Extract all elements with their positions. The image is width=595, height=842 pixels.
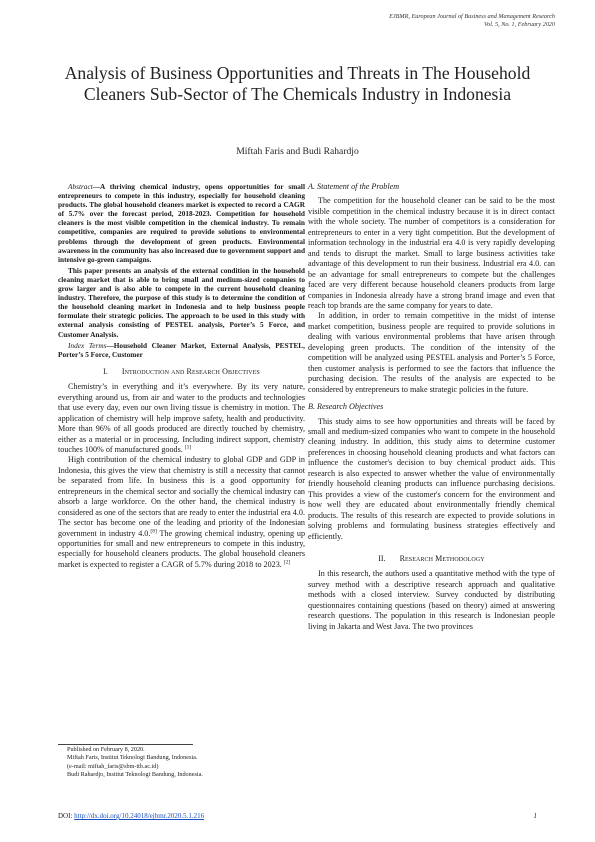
- journal-volume: Vol. 5, No. 1, February 2020: [484, 21, 555, 29]
- method-paragraph-1: In this research, the authors used a quantitative method with the type of survey method with a descriptive research approach and qualitative methods with a closed interview. Survey conducted by distributing questionnaires containing questions (based on theory) aimed at answering research questions. The population in this research is Indonesian people living in Jakarta and West Java. The two provinces: [308, 569, 555, 631]
- footnote-divider: [58, 744, 193, 745]
- problem-paragraph-1: The competition for the household cleaner can be said to be the most visible competition in the chemical industry because it is in direct contact with the whole society. The number of competitors is a consideration for entrepreneurs to enter in a very tight competition. But the development of information technology in the industrial era 4.0 is very rapidly developing and tends to disrupt the market. Small to large business activities take advantage of this development to run their business. Industrial era 4.0. can be an advantage for small entrepreneurs to compete but the challenges faced are very different because household cleaners products from large companies in Indonesia already have a strong brand image and even that reach top brands are the same company for years to date.: [308, 196, 555, 310]
- abstract-paragraph-1: [58, 182, 305, 264]
- problem-paragraph-2: In addition, in order to remain competitive in the midst of intense market competition, business people are required to provide solutions in dealing with various environmental problems that have arisen through developing green products. The condition of the intensity of the competition will be analyzed using PESTEL analysis and Porter’s 5 Force, then customer analysis is performed to see the factors that influence the purchasing decision. The results of the analysis are expected to be considered by entrepreneurs to make strategic policies in the future.: [308, 311, 555, 394]
- left-column: [58, 182, 305, 570]
- footnote-published: Published on February 8, 2020.: [67, 746, 145, 753]
- citation-ref: [2]: [283, 559, 291, 566]
- citation-ref: [1]: [184, 444, 192, 451]
- footnote-author-1: Miftah Faris, Institut Teknologi Bandung, Indonesia.: [67, 754, 198, 762]
- abstract-paragraph-2: This paper presents an analysis of the external condition in the household cleaning market that is able to bring small and medium-sized companies to grow larger and is also able to compete in the current household cleaning industry. Therefore, the purpose of this study is to determine the condition of the household cleaning market in Indonesia and to help business people formulate their strategic policies. The approach to be used in this study with external analysis consisting of PESTEL analysis, Porter’s 5 Force, and Customer Analysis.: [58, 265, 305, 339]
- abstract-lead: Abstract: [68, 182, 93, 191]
- index-terms-lead: Index Terms: [68, 340, 107, 350]
- section-number: II.: [378, 553, 386, 563]
- journal-name: EJBMR, European Journal of Business and Management Research: [389, 13, 555, 20]
- paper-title: Analysis of Business Opportunities and Threats in The Household Cleaners Sub-Sector of The Chemicals Industry in Indonesia: [64, 63, 531, 105]
- subsection-heading-objectives: B. Research Objectives: [308, 402, 384, 412]
- section-number: I.: [103, 366, 108, 376]
- abstract-text-1: —A thriving chemical industry, opens opportunities for small entrepreneurs to compete in this industry, especially for household cleaning products. The global household cleaners market is expected to record a CAGR of 5.7% over the forecast period, 2018-2023. Competition for household cleaners is the most visible competition in the chemical industry. To remain competitive, companies are required to provide solutions to environmental problems through the development of green products. Environmental awareness in the community has also increased due to government support and intensive go-green campaigns.: [58, 182, 305, 264]
- section-heading-method: [308, 554, 555, 564]
- subsection-heading-problem: A. Statement of the Problem: [308, 182, 400, 191]
- section-heading-intro: [58, 367, 305, 377]
- objectives-paragraph-1: This study aims to see how opportunities and threats will be faced by small and medium-sized companies who want to compete in the household cleaning industry. In addition, this study aims to determine customer preferences in choosing household cleaning products and what factors can influence the customer's decision to buy chemical product aids. This research is also expected to answer whether the value of environmentally friendly household cleaning products can influence purchasing decisions. This provides a view of the customer's concern for the environment and how well they are educated about environmentally friendly chemical products. The results of this research are expected to provide solutions in solving problems and formulating business strategies effectively and efficiently.: [308, 416, 555, 541]
- index-terms: [58, 341, 305, 359]
- intro-paragraph-2: High contribution of the chemical industry to global GDP and GDP in Indonesia, this gives the view that chemistry is still a necessity that cannot be separated from life. In business this is a good opportunity for entrepreneurs in the chemical sector and socially the chemical industry can absorb a large workforce. On the other hand, the chemical industry is considered as one of the sectors that are ready to enter the industrial era 4.0. The sector has become one of the leading and priority of the Indonesian government in industry 4.0.[8] The growing chemical industry, opening up opportunities for small and new entrepreneurs to compete in this industry, especially for household cleaners products. The global household cleaners market is expected to register a CAGR of 5.7% during 2018 to 2023. [2]: [58, 455, 306, 569]
- index-terms-text: —Household Cleaner Market, External Analysis, PESTEL, Porter’s 5 Force, Customer: [58, 340, 305, 359]
- intro-paragraph-1: Chemistry’s in everything and it’s everywhere. By its very nature, everything around us, from air and water to the products and technologies that use every day, even our own living tissue is chemistry in motion. The application of chemistry will help improve safety, health and productivity. More than 96% of all goods produced are directly touched by chemistry, either as a material or in processing. Including indirect support, chemistry touches 100% of manufactured goods. [1]: [58, 382, 305, 454]
- right-column: [308, 182, 555, 632]
- page-number: 1: [533, 812, 537, 820]
- footnote-email: (e-mail: miftah_faris@sbm-itb.ac.id): [67, 762, 159, 770]
- footnotes: [62, 746, 302, 779]
- doi-line: [58, 812, 204, 820]
- paper-authors: Miftah Faris and Budi Rahardjo: [236, 146, 359, 157]
- footnote-author-2: Budi Rahardjo, Institut Teknologi Bandung, Indonesia.: [67, 770, 203, 778]
- section-title: Research Methodology: [399, 553, 485, 563]
- running-head: [235, 13, 555, 29]
- doi-link[interactable]: http://dx.doi.org/10.24018/ejbmr.2020.5.1.216: [74, 812, 205, 820]
- citation-ref: [8]: [150, 527, 157, 534]
- doi-label: DOI:: [58, 812, 75, 820]
- section-title: Introduction and Research Objectives: [121, 366, 260, 376]
